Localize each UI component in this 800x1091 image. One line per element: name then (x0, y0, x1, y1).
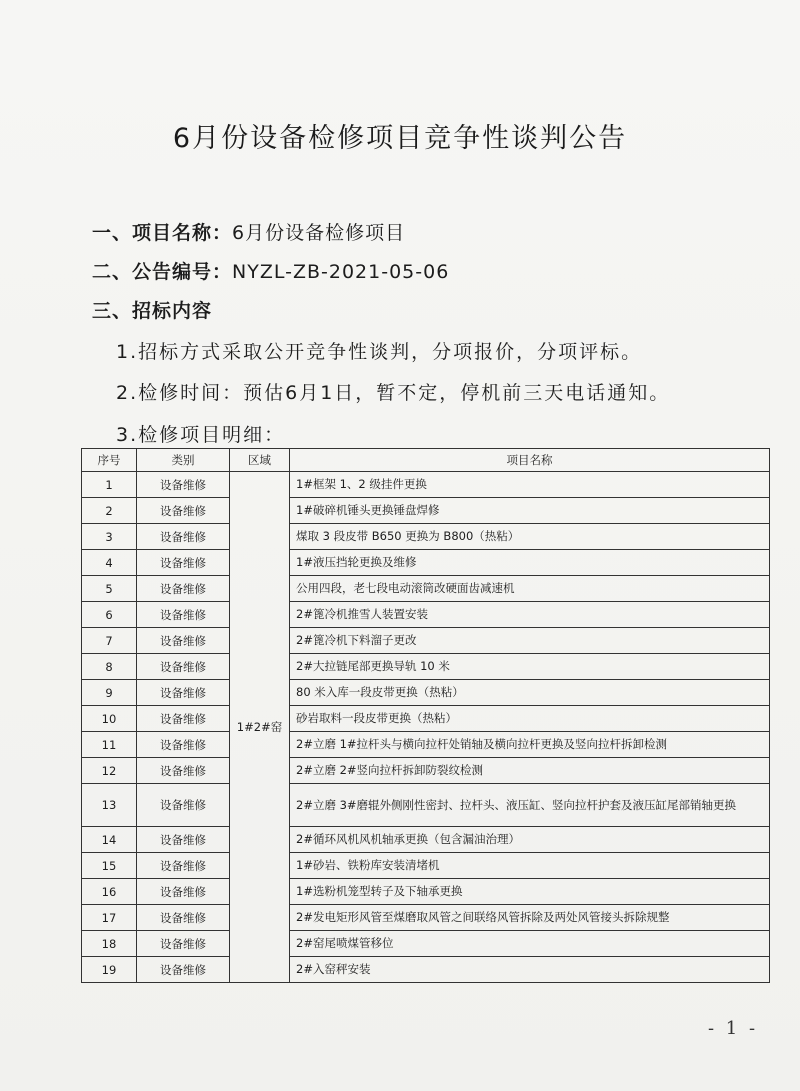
table-row (82, 498, 770, 524)
row-project-name: 1#砂岩、铁粉库安装清堵机 (290, 853, 770, 879)
row-seq: 11 (82, 732, 137, 758)
row-category: 设备维修 (137, 472, 230, 498)
row-category: 设备维修 (137, 931, 230, 957)
table-row (82, 758, 770, 784)
project-name-value: 6月份设备检修项目 (232, 222, 406, 244)
row-project-name: 1#框架 1、2 级挂件更换 (290, 472, 770, 498)
row-category: 设备维修 (137, 827, 230, 853)
row-seq: 7 (82, 628, 137, 654)
row-category: 设备维修 (137, 654, 230, 680)
row-category: 设备维修 (137, 498, 230, 524)
project-name-label: 一、项目名称： (92, 222, 233, 244)
row-category: 设备维修 (137, 905, 230, 931)
table-row (82, 654, 770, 680)
row-category: 设备维修 (137, 628, 230, 654)
header-seq: 序号 (82, 449, 137, 472)
row-project-name: 2#立磨 3#磨辊外侧刚性密封、拉杆头、液压缸、竖向拉杆护套及液压缸尾部销轴更换 (290, 784, 770, 827)
row-seq: 2 (82, 498, 137, 524)
tender-content-heading (92, 296, 212, 323)
notice-number-value: NYZL-ZB-2021-05-06 (232, 261, 450, 283)
table-row (82, 931, 770, 957)
row-seq: 16 (82, 879, 137, 905)
row-project-name: 2#立磨 2#竖向拉杆拆卸防裂纹检测 (290, 758, 770, 784)
row-category: 设备维修 (137, 853, 230, 879)
area-cell: 1#2#窑 (230, 472, 290, 983)
row-seq: 13 (82, 784, 137, 827)
header-project-name: 项目名称 (290, 449, 770, 472)
row-category: 设备维修 (137, 957, 230, 983)
row-category: 设备维修 (137, 576, 230, 602)
maintenance-items-table (81, 448, 770, 983)
row-project-name: 2#入窑秤安装 (290, 957, 770, 983)
table-row (82, 524, 770, 550)
table-row (82, 680, 770, 706)
row-seq: 3 (82, 524, 137, 550)
table-row (82, 905, 770, 931)
table-body (82, 472, 770, 983)
row-seq: 12 (82, 758, 137, 784)
row-project-name: 1#选粉机笼型转子及下轴承更换 (290, 879, 770, 905)
row-seq: 5 (82, 576, 137, 602)
row-seq: 17 (82, 905, 137, 931)
document-title: 6月份设备检修项目竞争性谈判公告 (172, 123, 628, 154)
row-seq: 14 (82, 827, 137, 853)
row-category: 设备维修 (137, 524, 230, 550)
table-row (82, 576, 770, 602)
table-row (82, 628, 770, 654)
table-row (82, 550, 770, 576)
row-seq: 19 (82, 957, 137, 983)
row-category: 设备维修 (137, 784, 230, 827)
table-row (82, 957, 770, 983)
row-project-name: 砂岩取料一段皮带更换（热粘） (290, 706, 770, 732)
row-project-name: 2#窑尾喷煤管移位 (290, 931, 770, 957)
row-project-name: 2#大拉链尾部更换导轨 10 米 (290, 654, 770, 680)
page-number: - 1 - (708, 1018, 759, 1039)
table-row (82, 472, 770, 498)
row-seq: 18 (82, 931, 137, 957)
row-seq: 15 (82, 853, 137, 879)
project-name-line (92, 218, 405, 245)
table-row (82, 853, 770, 879)
table-row (82, 879, 770, 905)
row-category: 设备维修 (137, 879, 230, 905)
table-row (82, 784, 770, 827)
tender-content-label: 三、招标内容 (92, 300, 213, 322)
table-row (82, 732, 770, 758)
row-project-name: 2#循环风机风机轴承更换（包含漏油治理） (290, 827, 770, 853)
row-category: 设备维修 (137, 602, 230, 628)
maintenance-time-item: 2.检修时间：预估6月1日，暂不定，停机前三天电话通知。 (116, 382, 671, 404)
row-category: 设备维修 (137, 758, 230, 784)
row-project-name: 公用四段，老七段电动滚筒改硬面齿减速机 (290, 576, 770, 602)
header-category: 类别 (137, 449, 230, 472)
row-seq: 6 (82, 602, 137, 628)
row-category: 设备维修 (137, 732, 230, 758)
row-seq: 1 (82, 472, 137, 498)
row-seq: 10 (82, 706, 137, 732)
row-project-name: 2#立磨 1#拉杆头与横向拉杆处销轴及横向拉杆更换及竖向拉杆拆卸检测 (290, 732, 770, 758)
row-seq: 4 (82, 550, 137, 576)
maintenance-details-item: 3.检修项目明细： (116, 424, 286, 446)
row-seq: 8 (82, 654, 137, 680)
row-category: 设备维修 (137, 680, 230, 706)
row-project-name: 80 米入库一段皮带更换（热粘） (290, 680, 770, 706)
notice-number-line (92, 257, 449, 284)
row-seq: 9 (82, 680, 137, 706)
header-area: 区域 (230, 449, 290, 472)
row-project-name: 煤取 3 段皮带 B650 更换为 B800（热粘） (290, 524, 770, 550)
table-row (82, 827, 770, 853)
row-project-name: 2#发电矩形风管至煤磨取风管之间联络风管拆除及两处风管接头拆除规整 (290, 905, 770, 931)
row-project-name: 1#液压挡轮更换及维修 (290, 550, 770, 576)
tender-method-item: 1.招标方式采取公开竞争性谈判，分项报价，分项评标。 (116, 341, 643, 363)
row-category: 设备维修 (137, 706, 230, 732)
table-row (82, 706, 770, 732)
row-project-name: 2#篦冷机推雪人装置安装 (290, 602, 770, 628)
notice-number-label: 二、公告编号： (92, 261, 233, 283)
row-project-name: 1#破碎机锤头更换锤盘焊修 (290, 498, 770, 524)
row-category: 设备维修 (137, 550, 230, 576)
row-project-name: 2#篦冷机下料溜子更改 (290, 628, 770, 654)
table-row (82, 602, 770, 628)
table-header-row (82, 449, 770, 472)
